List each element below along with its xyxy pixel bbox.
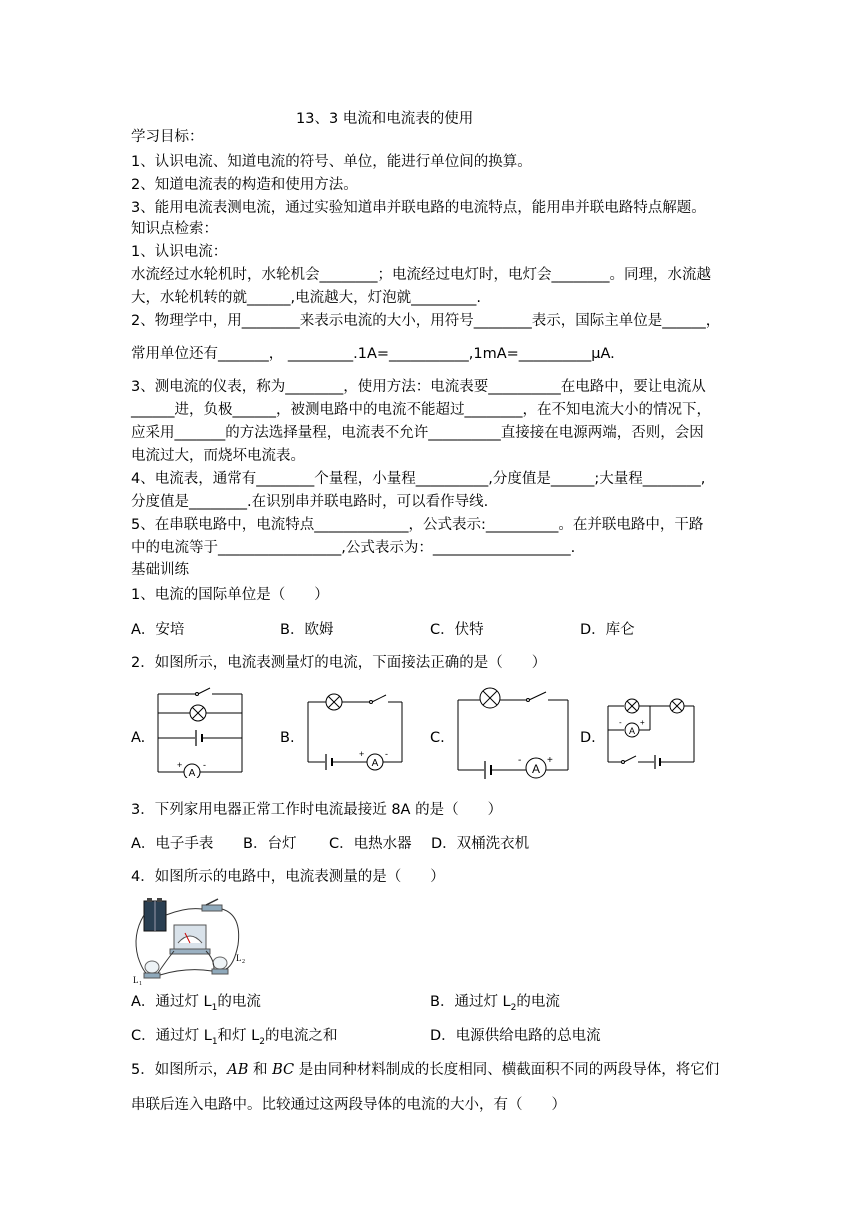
svg-text:+: + bbox=[177, 760, 183, 770]
knowledge-line: 5、在串联电路中，电流特点_____________，公式表示:__________。在并联电路中，干路 bbox=[131, 517, 704, 533]
knowledge-line: 电流过大，而烧坏电流表。 bbox=[131, 448, 305, 464]
circuit-diagram-b bbox=[300, 686, 410, 778]
q4-option-a: A．通过灯 $L_1$的电流 bbox=[131, 994, 261, 1013]
circuit-photo bbox=[130, 895, 250, 985]
q1-option-d: D．库仑 bbox=[580, 622, 635, 638]
goals-heading: 学习目标： bbox=[131, 129, 204, 145]
knowledge-line: 4、电流表，通常有________个量程，小量程__________,分度值是______;大量程________, bbox=[131, 471, 706, 487]
question-4-stem: 4．如图所示的电路中，电流表测量的是（ ） bbox=[131, 869, 445, 885]
svg-text:+: + bbox=[547, 755, 553, 766]
knowledge-heading: 知识点检索： bbox=[131, 221, 218, 237]
q4-option-c: C．通过灯 $L_1$和灯 $L_2$的电流之和 bbox=[131, 1028, 338, 1047]
question-2-stem: 2．如图所示，电流表测量灯的电流，下面接法正确的是（ ） bbox=[131, 655, 547, 671]
q4-option-b: B．通过灯 $L_2$的电流 bbox=[430, 994, 560, 1013]
q2-label-a: A. bbox=[131, 730, 146, 746]
svg-text:A: A bbox=[628, 726, 636, 736]
q3-option-c: C．电热水器 bbox=[329, 836, 412, 852]
question-5-stem-line2: 串联后连入电路中。比较通过这两段导体的电流的大小，有（ ） bbox=[131, 1097, 566, 1113]
knowledge-line: 3、测电流的仪表，称为________，使用方法：电流表要__________在电路中，要让电流从 bbox=[131, 379, 706, 395]
svg-text:A: A bbox=[531, 762, 541, 776]
knowledge-line: ______进，负极______，被测电路中的电流不能超过________，在不知电流大小的情况下， bbox=[131, 402, 711, 418]
knowledge-line: 分度值是________.在识别串并联电路时，可以看作导线. bbox=[131, 494, 489, 510]
question-5-stem: 5．如图所示，AB 和 BC 是由同种材料制成的长度相同、横截面积不同的两段导体，将它们 bbox=[131, 1062, 720, 1078]
svg-text:-: - bbox=[203, 760, 206, 770]
q2-label-c: C. bbox=[430, 730, 445, 746]
svg-text:-: - bbox=[518, 755, 522, 766]
bulb-l2-icon bbox=[213, 957, 227, 969]
knowledge-line: 水流经过水轮机时，水轮机会________；电流经过电灯时，电灯会________。同理，水流越 bbox=[131, 267, 711, 283]
svg-text:2: 2 bbox=[242, 959, 245, 965]
q3-option-d: D．双桶洗衣机 bbox=[431, 836, 530, 852]
circuit-diagram-c bbox=[452, 684, 574, 784]
svg-text:A: A bbox=[371, 758, 379, 769]
svg-text:+: + bbox=[640, 718, 645, 727]
knowledge-line: 大，水轮机转的就______,电流越大，灯泡就_________. bbox=[131, 290, 481, 306]
bulb-l1-icon bbox=[145, 961, 159, 973]
svg-text:L: L bbox=[236, 953, 242, 963]
q3-option-b: B．台灯 bbox=[243, 836, 297, 852]
q2-label-d: D. bbox=[580, 730, 596, 746]
ammeter-symbol: A bbox=[188, 768, 196, 778]
training-heading: 基础训练 bbox=[131, 562, 189, 578]
goal-item: 3、能用电流表测电流，通过实验知道串并联电路的电流特点，能用串并联电路特点解题。 bbox=[131, 200, 706, 216]
knowledge-line: 1、认识电流： bbox=[131, 244, 228, 260]
goal-item: 2、知道电流表的构造和使用方法。 bbox=[131, 177, 358, 193]
page-title: 13、3 电流和电流表的使用 bbox=[296, 111, 474, 127]
q2-label-b: B. bbox=[280, 730, 295, 746]
circuit-diagram-d bbox=[600, 692, 700, 770]
svg-text:-: - bbox=[619, 718, 622, 727]
knowledge-line: 应采用_______的方法选择量程，电流表不允许__________直接接在电源两端，否则，会因 bbox=[131, 425, 704, 441]
knowledge-line: 常用单位还有_______， _________.1A=___________,1mA=__________μA. bbox=[131, 346, 615, 362]
svg-text:-: - bbox=[385, 749, 388, 759]
knowledge-line: 中的电流等于_________________,公式表示为：___________________. bbox=[131, 540, 576, 556]
svg-text:+: + bbox=[359, 749, 365, 759]
q3-option-a: A．电子手表 bbox=[131, 836, 214, 852]
question-3-stem: 3．下列家用电器正常工作时电流最接近 8A 的是（ ） bbox=[131, 802, 503, 818]
q1-option-c: C．伏特 bbox=[430, 622, 484, 638]
q1-option-b: B．欧姆 bbox=[280, 622, 334, 638]
svg-text:1: 1 bbox=[139, 981, 142, 985]
q1-option-a: A．安培 bbox=[131, 622, 185, 638]
question-1-stem: 1、电流的国际单位是（ ） bbox=[131, 587, 329, 603]
goal-item: 1、认识电流、知道电流的符号、单位，能进行单位间的换算。 bbox=[131, 154, 532, 170]
circuit-diagram-a bbox=[150, 686, 250, 778]
switch-icon bbox=[202, 905, 222, 911]
knowledge-line: 2、物理学中，用________来表示电流的大小，用符号________表示，国际主单位是______， bbox=[131, 313, 721, 329]
q4-option-d: D．电源供给电路的总电流 bbox=[430, 1028, 601, 1044]
svg-text:L: L bbox=[133, 975, 139, 985]
